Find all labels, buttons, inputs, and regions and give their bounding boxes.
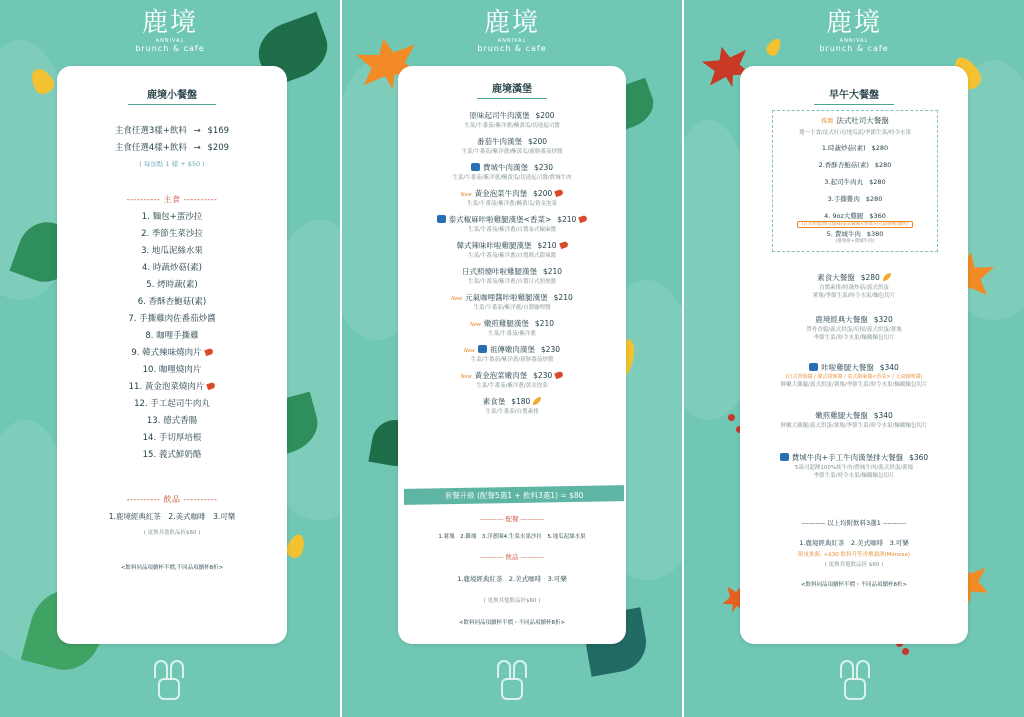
option-name: 2.香酥杏鮑菇(素): [818, 161, 869, 169]
spicy-icon: [207, 382, 217, 390]
upgrade-banner-text: 套餐升級 (配餐5選1 + 飲料3選1) = $80: [444, 491, 584, 500]
spicy-icon: [204, 348, 214, 356]
thumbs-up-icon: [437, 215, 446, 223]
item-price: $200: [535, 111, 555, 120]
item-description: 薯塊/季節生菜/時令水果/麵包切片: [812, 293, 896, 299]
main-section-header: [57, 194, 287, 205]
burger-list: [398, 110, 626, 422]
vegetarian-icon: [883, 273, 891, 281]
item-description: 鮮嫩大雞腿/義式烘蛋/薯塊/季節生菜/時令水果/麵糊麵包切片: [780, 423, 928, 429]
new-badge-icon: New: [460, 374, 472, 380]
menu-item: [398, 162, 626, 188]
vegetarian-icon: [533, 397, 541, 405]
item-price: $210: [534, 319, 554, 328]
menu-item: [398, 318, 626, 344]
item-description: 季節生菜/時令水果/麵糊麵包切片: [813, 335, 895, 341]
new-badge-icon: New: [460, 192, 472, 198]
thumbs-up-icon: [809, 363, 818, 371]
item-name: 祖傳嫩肉漢堡: [489, 345, 535, 354]
item-description: 生菜/牛番茄/紫洋蔥/自製日式照燒醬: [467, 279, 557, 285]
combo-price: $169: [207, 126, 230, 136]
item-description: 生菜/牛番茄/紫洋蔥/醃黃瓜/切達起司醬: [464, 123, 560, 129]
menu-title: 鹿境漢堡: [492, 84, 532, 95]
item-description: 鮮嫩大雞腿/義式烘蛋/薯塊/季節生菜/時令水果/麵糊麵包切片: [780, 382, 928, 388]
list-item-text: 9. 韓式辣味燒肉片: [131, 348, 202, 358]
item-price: $210: [553, 293, 573, 302]
main-item-list: [57, 210, 287, 465]
berry-icon: [728, 414, 735, 421]
item-price: $340: [873, 411, 893, 420]
item-name: 法式吐司大餐盤: [836, 116, 889, 125]
brand-name: 鹿境: [141, 8, 198, 38]
option-name: 4. 9oz大雞腿: [824, 212, 864, 220]
item-description: 生菜/牛番茄/紫洋蔥/自製泰式椒麻醬: [467, 227, 557, 233]
new-badge-icon: New: [464, 348, 475, 354]
brand-logo: [342, 8, 682, 54]
combo-line: [57, 124, 287, 136]
spicy-icon: [554, 371, 564, 379]
new-badge-icon: New: [451, 296, 463, 302]
menu-item: [398, 110, 626, 136]
drink-section-header: ---------- 以上均附飲料3選1 ----------: [801, 519, 907, 527]
list-item: [57, 346, 287, 363]
deer-logo-icon: [489, 660, 535, 710]
item-description: 生菜/牛番茄/紫洋蔥/黃金泡菜: [476, 383, 548, 389]
item-name: 費城牛肉+手工牛肉漢堡排大餐盤: [791, 453, 904, 462]
list-item: 15. 義式鮮奶酪: [142, 450, 202, 460]
drink-section-header: [57, 494, 287, 505]
item-name: 鹿境經典大餐盤: [815, 315, 868, 324]
menu-item: [398, 188, 626, 214]
item-price: $210: [542, 267, 563, 276]
item-name: 咔啦雞腿大餐盤: [821, 363, 874, 372]
refill-footer: <飲料同品項續杯半價・不同品項續杯8折>: [800, 582, 908, 588]
toast-option: [773, 177, 937, 186]
menu-item: [398, 344, 626, 370]
menu-card-burgers: [398, 66, 626, 644]
brand-tagline-small: ANNIVAL: [497, 38, 527, 44]
option-note: (漢堡排+費城牛肉): [835, 239, 875, 244]
brand-logo: [684, 8, 1024, 54]
menu-item: [398, 136, 626, 162]
item-description: 生菜/牛番茄/紫洋蔥/醃黃瓜/新鮮番茄炒醬: [461, 149, 563, 155]
menu-card-small-plates: [57, 66, 287, 644]
drink-list: 1.鹿境經典紅茶 2.美式咖啡 3.可樂: [108, 512, 236, 521]
combo-label: 主食任選3樣+飲料: [114, 126, 187, 136]
item-name: 黃金泡菜嫩肉堡: [474, 371, 528, 380]
brand-tagline-small: ANNIVAL: [839, 38, 869, 44]
menu-item: [398, 370, 626, 396]
brand-name: 鹿境: [825, 8, 882, 38]
item-price: $340: [879, 363, 899, 372]
list-item: 13. 德式香腸: [146, 416, 198, 426]
item-description: 自製素排/時蔬炒菇/義式烘蛋: [819, 285, 889, 291]
list-item: 1. 麵包+蛋沙拉: [141, 212, 203, 222]
drink-note: ( 更換其他飲品折$60 ): [483, 598, 541, 604]
thumbs-up-icon: [471, 163, 480, 171]
item-name: 素食大餐盤: [817, 273, 855, 282]
french-toast-box: [772, 110, 938, 252]
list-item-text: 11. 黃金泡菜燒肉片: [128, 382, 205, 392]
drink-section-header: ---------- 飲品 ----------: [479, 553, 545, 561]
item-description: 生菜/牛番茄/紫洋蔥/醃黃瓜/切達起司醬/費城牛肉: [452, 175, 572, 181]
title-underline: [398, 94, 626, 99]
recommend-badge: 推薦: [821, 118, 834, 125]
title-underline: [740, 100, 968, 105]
option-price: $280: [874, 161, 892, 169]
sauce-options: (日式照燒醬 / 韓式甜辣醬 / 泰式椒麻醬<香菜> / 元氣咖哩醬): [785, 374, 923, 380]
toast-option: [773, 229, 937, 238]
thumbs-up-icon: [780, 453, 789, 461]
item-price: $320: [873, 315, 893, 324]
item-price: $180: [511, 397, 531, 406]
item-name: 嫩煎雞腿大餐盤: [815, 411, 868, 420]
drink-note: ( 更換其他飲品折$60 ): [143, 530, 201, 536]
list-item: [57, 380, 287, 397]
berry-icon: [902, 648, 909, 655]
toast-option: [773, 194, 937, 203]
item-price: $230: [533, 371, 553, 380]
item-description: 生菜/牛番茄/紫洋蔥/自製韓式甜辣醬: [467, 253, 557, 259]
option-price: $360: [869, 212, 886, 220]
item-name: 原味起司牛肉漢堡: [469, 111, 530, 120]
toast-option: [773, 211, 937, 220]
option-name: 3.手撕雞肉: [827, 195, 860, 203]
new-badge-icon: New: [470, 322, 481, 328]
option-price: $280: [869, 178, 886, 186]
menu-item: [398, 396, 626, 422]
menu-title: 鹿境小餐盤: [147, 90, 197, 101]
side-list: 1.薯塊 2.雞塊 3.洋蔥圈4.生菜水果沙拉 5.地瓜泥絲水果: [438, 534, 586, 540]
brand-tagline: brunch & cafe: [135, 44, 205, 53]
item-name: 嫩煎雞腿漢堡: [483, 319, 529, 328]
item-description: 生菜/牛番茄/紫洋蔥: [488, 331, 536, 337]
item-price: $360: [909, 453, 929, 462]
item-description: 帶骨香腸/義式烘蛋/培根/義式烘蛋/薯塊: [806, 327, 902, 333]
item-description: 季節生菜/時令水果/麵糊麵包切片: [813, 473, 895, 479]
item-name: 費城牛肉漢堡: [482, 163, 528, 172]
item-price: $200: [533, 189, 553, 198]
menu-title: 早午大餐盤: [829, 90, 879, 101]
menu-item: [398, 240, 626, 266]
section-header-text: ---------- 飲品 ----------: [126, 495, 218, 504]
option-price: $380: [866, 230, 884, 238]
item-price: $200: [527, 137, 548, 146]
drink-note: ( 更換其他飲品折 $60 ): [824, 562, 884, 568]
deer-logo-icon: [146, 660, 192, 710]
refill-footer: <飲料同品項續杯半價・不同品項續杯8折>: [458, 620, 566, 626]
plate-item: [740, 314, 968, 341]
brand-name: 鹿境: [483, 8, 540, 38]
sauce-note-text: (日式照燒/韓式甜辣/泰式椒麻<香菜>/元氣咖哩/鹽烤): [797, 221, 912, 228]
item-description: 生菜/牛番茄/紫洋蔥/新鮮番茄炒醬: [470, 357, 554, 363]
combo-price: $209: [207, 143, 230, 153]
menu-item: [398, 292, 626, 318]
drink-list: 1.鹿境經典紅茶 2.美式咖啡 3.可樂: [457, 575, 567, 583]
yellow-leaf-icon: [284, 532, 307, 560]
combo-arrow: →: [193, 126, 201, 136]
list-item: 8. 咖哩手撕雞: [145, 331, 199, 341]
brand-tagline: brunch & cafe: [819, 44, 889, 53]
option-price: $280: [865, 195, 883, 203]
combo-label: 主食任選4樣+飲料: [114, 143, 187, 153]
option-name: 1.時蔬炒菇(素): [821, 144, 866, 152]
spicy-icon: [559, 241, 569, 249]
item-price: $210: [537, 241, 557, 250]
list-item: 7. 手撕雞肉佐番茄炒醬: [128, 314, 216, 324]
item-description: 選一主食/法式吐司/地瓜泥/季節生菜/時令水果: [799, 130, 911, 136]
item-price: $210: [557, 215, 577, 224]
sauce-note: [773, 221, 937, 227]
section-header-text: ---------- 主食 ----------: [126, 195, 218, 204]
combo-note: ( 每加點 1 樣 + $50 ): [139, 160, 205, 168]
item-name: 元氣咖哩醬咔啦雞腿漢堡: [465, 293, 548, 302]
refill-footer: <飲料同品項續杯半價,不同品項續杯8折>: [120, 565, 224, 571]
mimosa-upgrade: 限量推薦: +$30 飲料升等香檳調酒(Mimosa): [798, 552, 910, 558]
item-description: 5盎司超澳100%純牛肉/費城牛肉/義式烘蛋/薯塊: [794, 465, 914, 471]
item-price: $280: [860, 273, 880, 282]
title-underline: [57, 100, 287, 105]
list-item: 2. 季節生菜沙拉: [141, 229, 203, 239]
item-description: 生菜/牛番茄/自製素排: [485, 409, 539, 415]
menu-card-brunch: [740, 66, 968, 644]
list-item: 14. 手切厚培根: [142, 433, 202, 443]
item-price: $230: [533, 163, 554, 172]
list-item: 3. 地瓜泥絲水果: [141, 246, 203, 256]
plate-item: [740, 362, 968, 388]
toast-option: [773, 143, 937, 152]
deer-logo-icon: [832, 660, 878, 710]
option-price: $280: [871, 144, 889, 152]
list-item: 10. 咖哩燒肉片: [142, 365, 202, 375]
item-name: 素食堡: [482, 397, 506, 406]
toast-option: [773, 160, 937, 169]
menu-item: [398, 266, 626, 292]
list-item: 12. 手工起司牛肉丸: [134, 399, 210, 409]
thumbs-up-icon: [478, 345, 487, 353]
side-section-header: ---------- 配餐 ----------: [479, 515, 545, 523]
option-name: 3.起司牛肉丸: [824, 178, 864, 186]
option-name: 5. 費城牛肉: [826, 230, 861, 238]
item-name: 日式照燒咔啦雞腿漢堡: [461, 267, 537, 276]
list-item: 4. 時蔬炒菇(素): [142, 263, 202, 273]
plate-item: [740, 272, 968, 299]
combo-line: [57, 141, 287, 153]
combo-arrow: →: [193, 143, 201, 153]
plate-item: [740, 452, 968, 479]
plate-item: [740, 410, 968, 429]
list-item: 6. 香酥杏鮑菇(素): [137, 297, 207, 307]
item-name: 泰式椒麻咔啦雞腿漢堡<香菜>: [448, 215, 552, 224]
item-name: 黃金泡菜牛肉堡: [474, 189, 528, 198]
brand-tagline-small: ANNIVAL: [155, 38, 185, 44]
menu-item: [398, 214, 626, 240]
list-item: 5. 烤時蔬(素): [146, 280, 198, 290]
spicy-icon: [579, 215, 589, 223]
drink-list: 1.鹿境經典紅茶 2.美式咖啡 3.可樂: [799, 539, 909, 547]
item-name: 韓式辣味咔啦雞腿漢堡: [456, 241, 532, 250]
item-description: 生菜/牛番茄/紫洋蔥/自製咖哩醬: [473, 305, 551, 311]
item-name: 番茄牛肉漢堡: [476, 137, 522, 146]
brand-tagline: brunch & cafe: [477, 44, 547, 53]
item-price: $230: [540, 345, 560, 354]
item-description: 生菜/牛番茄/紫洋蔥/醃黃瓜/黃金泡菜: [467, 201, 557, 207]
spicy-icon: [554, 189, 564, 197]
